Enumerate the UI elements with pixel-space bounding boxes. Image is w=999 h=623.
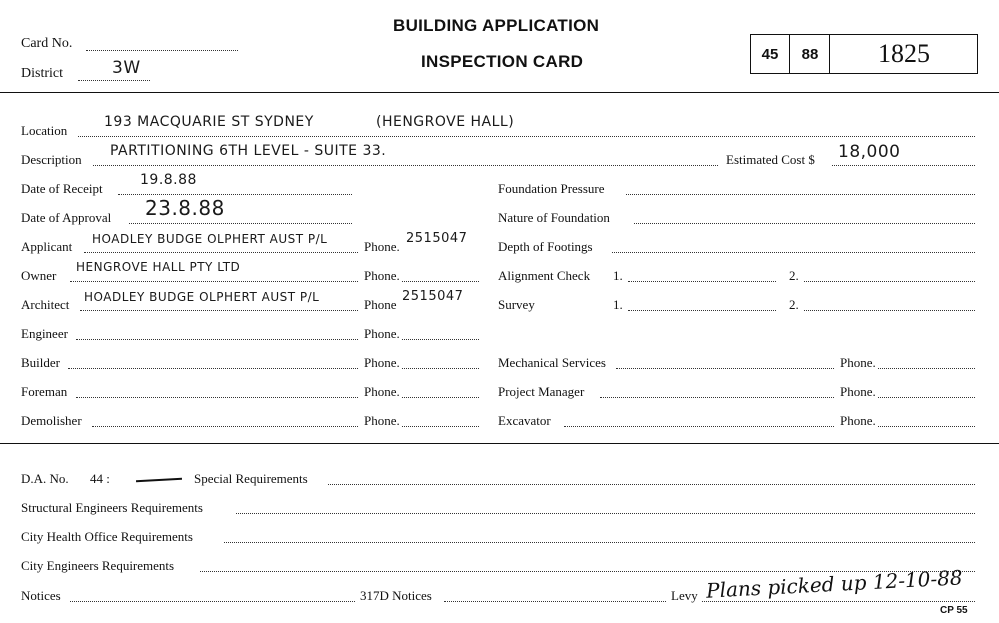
date-of-approval-value: 23.8.88 xyxy=(145,196,225,220)
builder-label: Builder xyxy=(21,355,60,370)
section-divider xyxy=(0,443,999,444)
special-requirements-label: Special Requirements xyxy=(194,471,308,486)
architect-phone-value: 2515047 xyxy=(402,289,464,304)
location-value: 193 MACQUARIE ST SYDNEY xyxy=(104,114,314,130)
card-title-line2: INSPECTION CARD xyxy=(421,52,584,71)
notices-317d-label: 317D Notices xyxy=(360,588,432,603)
builder-line[interactable] xyxy=(68,368,358,369)
structural-requirements-line[interactable] xyxy=(236,513,975,514)
date-of-approval-label: Date of Approval xyxy=(21,210,112,225)
engineer-phone-line[interactable] xyxy=(402,339,479,340)
ref-year-a: 45 xyxy=(751,35,790,73)
demolisher-label: Demolisher xyxy=(21,413,82,428)
engineer-phone-label: Phone. xyxy=(364,326,400,341)
date-of-receipt-label: Date of Receipt xyxy=(21,181,103,196)
alignment-check-line-1[interactable] xyxy=(628,281,776,282)
da-no-label: D.A. No. xyxy=(21,471,69,486)
survey-n2: 2. xyxy=(789,297,799,312)
foundation-pressure-label: Foundation Pressure xyxy=(498,181,605,196)
city-engineers-label: City Engineers Requirements xyxy=(21,558,175,573)
project-manager-phone-line[interactable] xyxy=(878,397,975,398)
estimated-cost-line[interactable] xyxy=(832,165,975,166)
description-value: PARTITIONING 6TH LEVEL - SUITE 33. xyxy=(110,143,387,159)
alignment-check-label: Alignment Check xyxy=(498,268,591,283)
description-line[interactable] xyxy=(93,165,718,166)
location-label: Location xyxy=(21,123,68,138)
alignment-check-n2: 2. xyxy=(789,268,799,283)
mechanical-services-line[interactable] xyxy=(616,368,834,369)
demolisher-phone-label: Phone. xyxy=(364,413,400,428)
applicant-phone-label: Phone. xyxy=(364,239,400,254)
nature-of-foundation-label: Nature of Foundation xyxy=(498,210,610,225)
alignment-check-line-2[interactable] xyxy=(804,281,975,282)
builder-phone-line[interactable] xyxy=(402,368,479,369)
card-no-label: Card No. xyxy=(21,36,73,51)
health-requirements-label: City Health Office Requirements xyxy=(21,529,193,544)
excavator-phone-line[interactable] xyxy=(878,426,975,427)
date-of-receipt-value: 19.8.88 xyxy=(140,172,197,188)
project-manager-phone-label: Phone. xyxy=(840,384,876,399)
applicant-label: Applicant xyxy=(21,239,73,254)
levy-label: Levy xyxy=(671,588,698,603)
structural-requirements-label: Structural Engineers Requirements xyxy=(21,500,203,515)
owner-value: HENGROVE HALL PTY LTD xyxy=(76,260,241,274)
foundation-pressure-line[interactable] xyxy=(626,194,975,195)
foreman-line[interactable] xyxy=(76,397,358,398)
foreman-label: Foreman xyxy=(21,384,68,399)
owner-phone-label: Phone. xyxy=(364,268,400,283)
project-manager-line[interactable] xyxy=(600,397,834,398)
demolisher-phone-line[interactable] xyxy=(402,426,479,427)
builder-phone-label: Phone. xyxy=(364,355,400,370)
alignment-check-n1: 1. xyxy=(613,268,623,283)
special-requirements-line[interactable] xyxy=(328,484,975,485)
architect-phone-label: Phone xyxy=(364,297,397,312)
ref-year-b: 88 xyxy=(791,35,830,73)
nature-of-foundation-line[interactable] xyxy=(634,223,975,224)
foreman-phone-line[interactable] xyxy=(402,397,479,398)
owner-line[interactable] xyxy=(70,281,358,282)
da-no-dash xyxy=(136,478,182,482)
mechanical-services-label: Mechanical Services xyxy=(498,355,606,370)
architect-line[interactable] xyxy=(80,310,358,311)
description-label: Description xyxy=(21,152,82,167)
estimated-cost-label: Estimated Cost $ xyxy=(726,152,815,167)
engineer-label: Engineer xyxy=(21,326,68,341)
district-value: 3W xyxy=(112,58,141,78)
health-requirements-line[interactable] xyxy=(224,542,975,543)
excavator-line[interactable] xyxy=(564,426,834,427)
location-line[interactable] xyxy=(78,136,975,137)
survey-line-1[interactable] xyxy=(628,310,776,311)
applicant-phone-value: 2515047 xyxy=(406,231,468,246)
survey-n1: 1. xyxy=(613,297,623,312)
district-line[interactable] xyxy=(78,80,150,81)
da-no-value: 44 : xyxy=(90,471,110,486)
notices-317d-line[interactable] xyxy=(444,601,666,602)
project-manager-label: Project Manager xyxy=(498,384,585,399)
notices-label: Notices xyxy=(21,588,61,603)
engineer-line[interactable] xyxy=(76,339,358,340)
estimated-cost-value: 18,000 xyxy=(838,142,901,162)
ref-number: 1825 xyxy=(878,39,930,68)
foreman-phone-label: Phone. xyxy=(364,384,400,399)
owner-label: Owner xyxy=(21,268,57,283)
mechanical-services-phone-label: Phone. xyxy=(840,355,876,370)
location-value-2: (HENGROVE HALL) xyxy=(376,114,515,130)
excavator-phone-label: Phone. xyxy=(840,413,876,428)
card-title-line1: BUILDING APPLICATION xyxy=(393,16,600,35)
applicant-line[interactable] xyxy=(84,252,358,253)
survey-label: Survey xyxy=(498,297,535,312)
date-of-receipt-line[interactable] xyxy=(118,194,352,195)
district-label: District xyxy=(21,66,63,81)
depth-of-footings-label: Depth of Footings xyxy=(498,239,593,254)
mechanical-services-phone-line[interactable] xyxy=(878,368,975,369)
depth-of-footings-line[interactable] xyxy=(612,252,975,253)
levy-handwritten-note: Plans picked up 12-10-88 xyxy=(705,565,964,603)
architect-label: Architect xyxy=(21,297,70,312)
survey-line-2[interactable] xyxy=(804,310,975,311)
reference-number-box xyxy=(750,34,978,74)
owner-phone-line[interactable] xyxy=(402,281,479,282)
notices-line[interactable] xyxy=(70,601,355,602)
levy-line[interactable] xyxy=(702,601,975,602)
demolisher-line[interactable] xyxy=(92,426,358,427)
header-divider xyxy=(0,92,999,93)
date-of-approval-line[interactable] xyxy=(129,223,352,224)
excavator-label: Excavator xyxy=(498,413,551,428)
applicant-value: HOADLEY BUDGE OLPHERT AUST P/L xyxy=(92,232,328,246)
architect-value: HOADLEY BUDGE OLPHERT AUST P/L xyxy=(84,290,320,304)
card-no-line[interactable] xyxy=(86,50,238,51)
form-code: CP 55 xyxy=(940,605,968,616)
